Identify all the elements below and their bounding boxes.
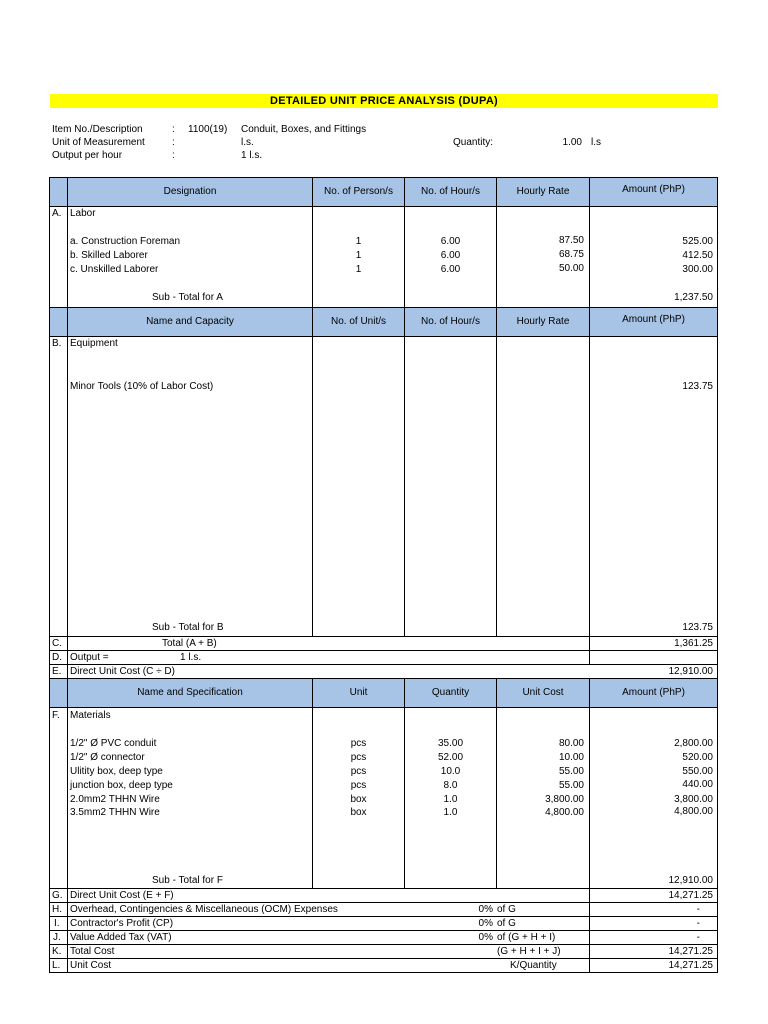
- item-description: Conduit, Boxes, and Fittings: [241, 124, 367, 135]
- material-amount: 550.00: [682, 766, 713, 777]
- material-unit: box: [350, 807, 367, 818]
- item-colon: :: [172, 124, 175, 135]
- header-unit: Unit: [349, 687, 368, 698]
- labor-rate: 68.75: [558, 249, 584, 260]
- output-d-letter: D.: [52, 652, 62, 663]
- summary-basis: of G: [497, 918, 516, 929]
- material-name: 3.5mm2 THHN Wire: [70, 807, 160, 818]
- materials-subtotal-label: Sub - Total for F: [152, 875, 223, 886]
- summary-label: Overhead, Contingencies & Miscellaneous (OCM) Expenses: [70, 904, 338, 915]
- output-d-value: 1 l.s.: [180, 652, 202, 663]
- summary-basis: of (G + H + I): [497, 932, 556, 943]
- labor-rate: 87.50: [558, 235, 584, 246]
- material-cost: 80.00: [558, 738, 584, 749]
- equipment-letter: B.: [52, 338, 62, 349]
- title-bar: [50, 94, 718, 108]
- labor-letter: A.: [52, 208, 62, 219]
- materials-subtotal: 12,910.00: [668, 875, 713, 886]
- equipment-title: Equipment: [70, 338, 118, 349]
- header-equip-amount: Amount (PhP): [622, 314, 685, 325]
- material-name: 1/2" Ø PVC conduit: [70, 738, 157, 749]
- unit-value: l.s.: [241, 137, 254, 148]
- summary-percent: 0%: [478, 904, 493, 915]
- material-qty: 35.00: [437, 738, 464, 749]
- labor-name: b. Skilled Laborer: [70, 250, 148, 261]
- labor-rate: 50.00: [558, 263, 584, 274]
- labor-amount: 525.00: [682, 236, 713, 247]
- summary-value: -: [696, 904, 700, 915]
- total-c-letter: C.: [52, 638, 62, 649]
- summary-label: Contractor's Profit (CP): [70, 918, 174, 929]
- material-name: 1/2" Ø connector: [70, 752, 145, 763]
- output-colon: :: [172, 150, 175, 161]
- item-label: Item No./Description: [52, 124, 143, 135]
- material-qty: 1.0: [443, 807, 458, 818]
- material-amount: 440.00: [682, 779, 713, 790]
- labor-hours: 6.00: [440, 250, 461, 261]
- quantity-value: 1.00: [562, 137, 582, 148]
- material-unit: pcs: [350, 738, 367, 749]
- quantity-unit: l.s: [591, 137, 601, 148]
- material-qty: 10.0: [440, 766, 461, 777]
- labor-name: a. Construction Foreman: [70, 236, 181, 247]
- summary-label: Direct Unit Cost (E + F): [70, 890, 174, 901]
- summary-letter: G.: [52, 890, 63, 901]
- materials-letter: F.: [52, 710, 60, 721]
- summary-label: Total Cost: [70, 946, 115, 957]
- summary-letter: I.: [54, 918, 60, 929]
- summary-letter: J.: [53, 932, 61, 943]
- header-designation: Designation: [163, 186, 217, 197]
- labor-name: c. Unskilled Laborer: [70, 264, 159, 275]
- material-cost: 4,800.00: [545, 807, 584, 818]
- material-cost: 55.00: [558, 766, 584, 777]
- material-cost: 10.00: [558, 752, 584, 763]
- labor-persons: 1: [355, 264, 362, 275]
- output-d-label: Output =: [70, 652, 109, 663]
- direct-e-value: 12,910.00: [668, 666, 713, 677]
- labor-hours: 6.00: [440, 264, 461, 275]
- material-qty: 52.00: [437, 752, 464, 763]
- materials-title: Materials: [70, 710, 111, 721]
- header-name-spec: Name and Specification: [137, 687, 243, 698]
- output-label: Output per hour: [52, 150, 123, 161]
- summary-value: -: [696, 932, 700, 943]
- direct-e-letter: E.: [52, 666, 62, 677]
- unit-label: Unit of Measurement: [52, 137, 145, 148]
- quantity-label: Quantity:: [453, 137, 494, 148]
- header-unit-cost: Unit Cost: [522, 687, 564, 698]
- labor-subtotal-label: Sub - Total for A: [152, 292, 223, 303]
- summary-letter: H.: [52, 904, 62, 915]
- unit-colon: :: [172, 137, 175, 148]
- equipment-subtotal-label: Sub - Total for B: [152, 622, 224, 633]
- summary-percent: 0%: [478, 932, 493, 943]
- page-title: DETAILED UNIT PRICE ANALYSIS (DUPA): [269, 95, 499, 107]
- summary-letter: L.: [52, 960, 61, 971]
- header-persons: No. of Person/s: [324, 186, 393, 197]
- header-equip-rate: Hourly Rate: [516, 316, 570, 327]
- labor-persons: 1: [355, 250, 362, 261]
- material-cost: 3,800.00: [545, 794, 584, 805]
- equipment-item-amount: 123.75: [682, 381, 713, 392]
- summary-value: 14,271.25: [668, 946, 713, 957]
- total-c-value: 1,361.25: [674, 638, 713, 649]
- summary-percent: 0%: [478, 918, 493, 929]
- material-unit: pcs: [350, 766, 367, 777]
- summary-basis: K/Quantity: [510, 960, 557, 971]
- equipment-subtotal: 123.75: [682, 622, 713, 633]
- labor-subtotal: 1,237.50: [674, 292, 713, 303]
- summary-value: -: [696, 918, 700, 929]
- material-qty: 8.0: [443, 780, 458, 791]
- labor-amount: 300.00: [682, 264, 713, 275]
- material-qty: 1.0: [443, 794, 458, 805]
- labor-title: Labor: [70, 208, 96, 219]
- material-amount: 2,800.00: [674, 738, 713, 749]
- material-unit: pcs: [350, 780, 367, 791]
- summary-value: 14,271.25: [668, 960, 713, 971]
- direct-e-label: Direct Unit Cost (C ÷ D): [70, 666, 175, 677]
- labor-amount: 412.50: [682, 250, 713, 261]
- summary-label: Unit Cost: [70, 960, 112, 971]
- header-quantity: Quantity: [431, 687, 470, 698]
- labor-hours: 6.00: [440, 236, 461, 247]
- material-name: Ulitity box, deep type: [70, 766, 163, 777]
- material-amount: 4,800.00: [674, 806, 713, 817]
- header-amount: Amount (PhP): [622, 184, 685, 195]
- header-hours: No. of Hour/s: [421, 186, 480, 197]
- material-amount: 3,800.00: [674, 794, 713, 805]
- header-mat-amount: Amount (PhP): [622, 687, 685, 698]
- material-unit: pcs: [350, 752, 367, 763]
- material-name: 2.0mm2 THHN Wire: [70, 794, 160, 805]
- header-name-capacity: Name and Capacity: [146, 316, 234, 327]
- summary-label: Value Added Tax (VAT): [70, 932, 172, 943]
- output-value: 1 l.s.: [241, 150, 263, 161]
- labor-persons: 1: [355, 236, 362, 247]
- header-units: No. of Unit/s: [330, 316, 387, 327]
- item-number: 1100(19): [188, 124, 228, 135]
- material-cost: 55.00: [558, 780, 584, 791]
- summary-basis: (G + H + I + J): [497, 946, 561, 957]
- summary-basis: of G: [497, 904, 516, 915]
- header-rate: Hourly Rate: [516, 186, 570, 197]
- material-name: junction box, deep type: [70, 780, 173, 791]
- material-amount: 520.00: [682, 752, 713, 763]
- summary-value: 14,271.25: [668, 890, 713, 901]
- summary-letter: K.: [52, 946, 62, 957]
- total-c-label: Total (A + B): [162, 638, 217, 649]
- equipment-item: Minor Tools (10% of Labor Cost): [70, 381, 214, 392]
- header-equip-hours: No. of Hour/s: [421, 316, 480, 327]
- material-unit: box: [350, 794, 367, 805]
